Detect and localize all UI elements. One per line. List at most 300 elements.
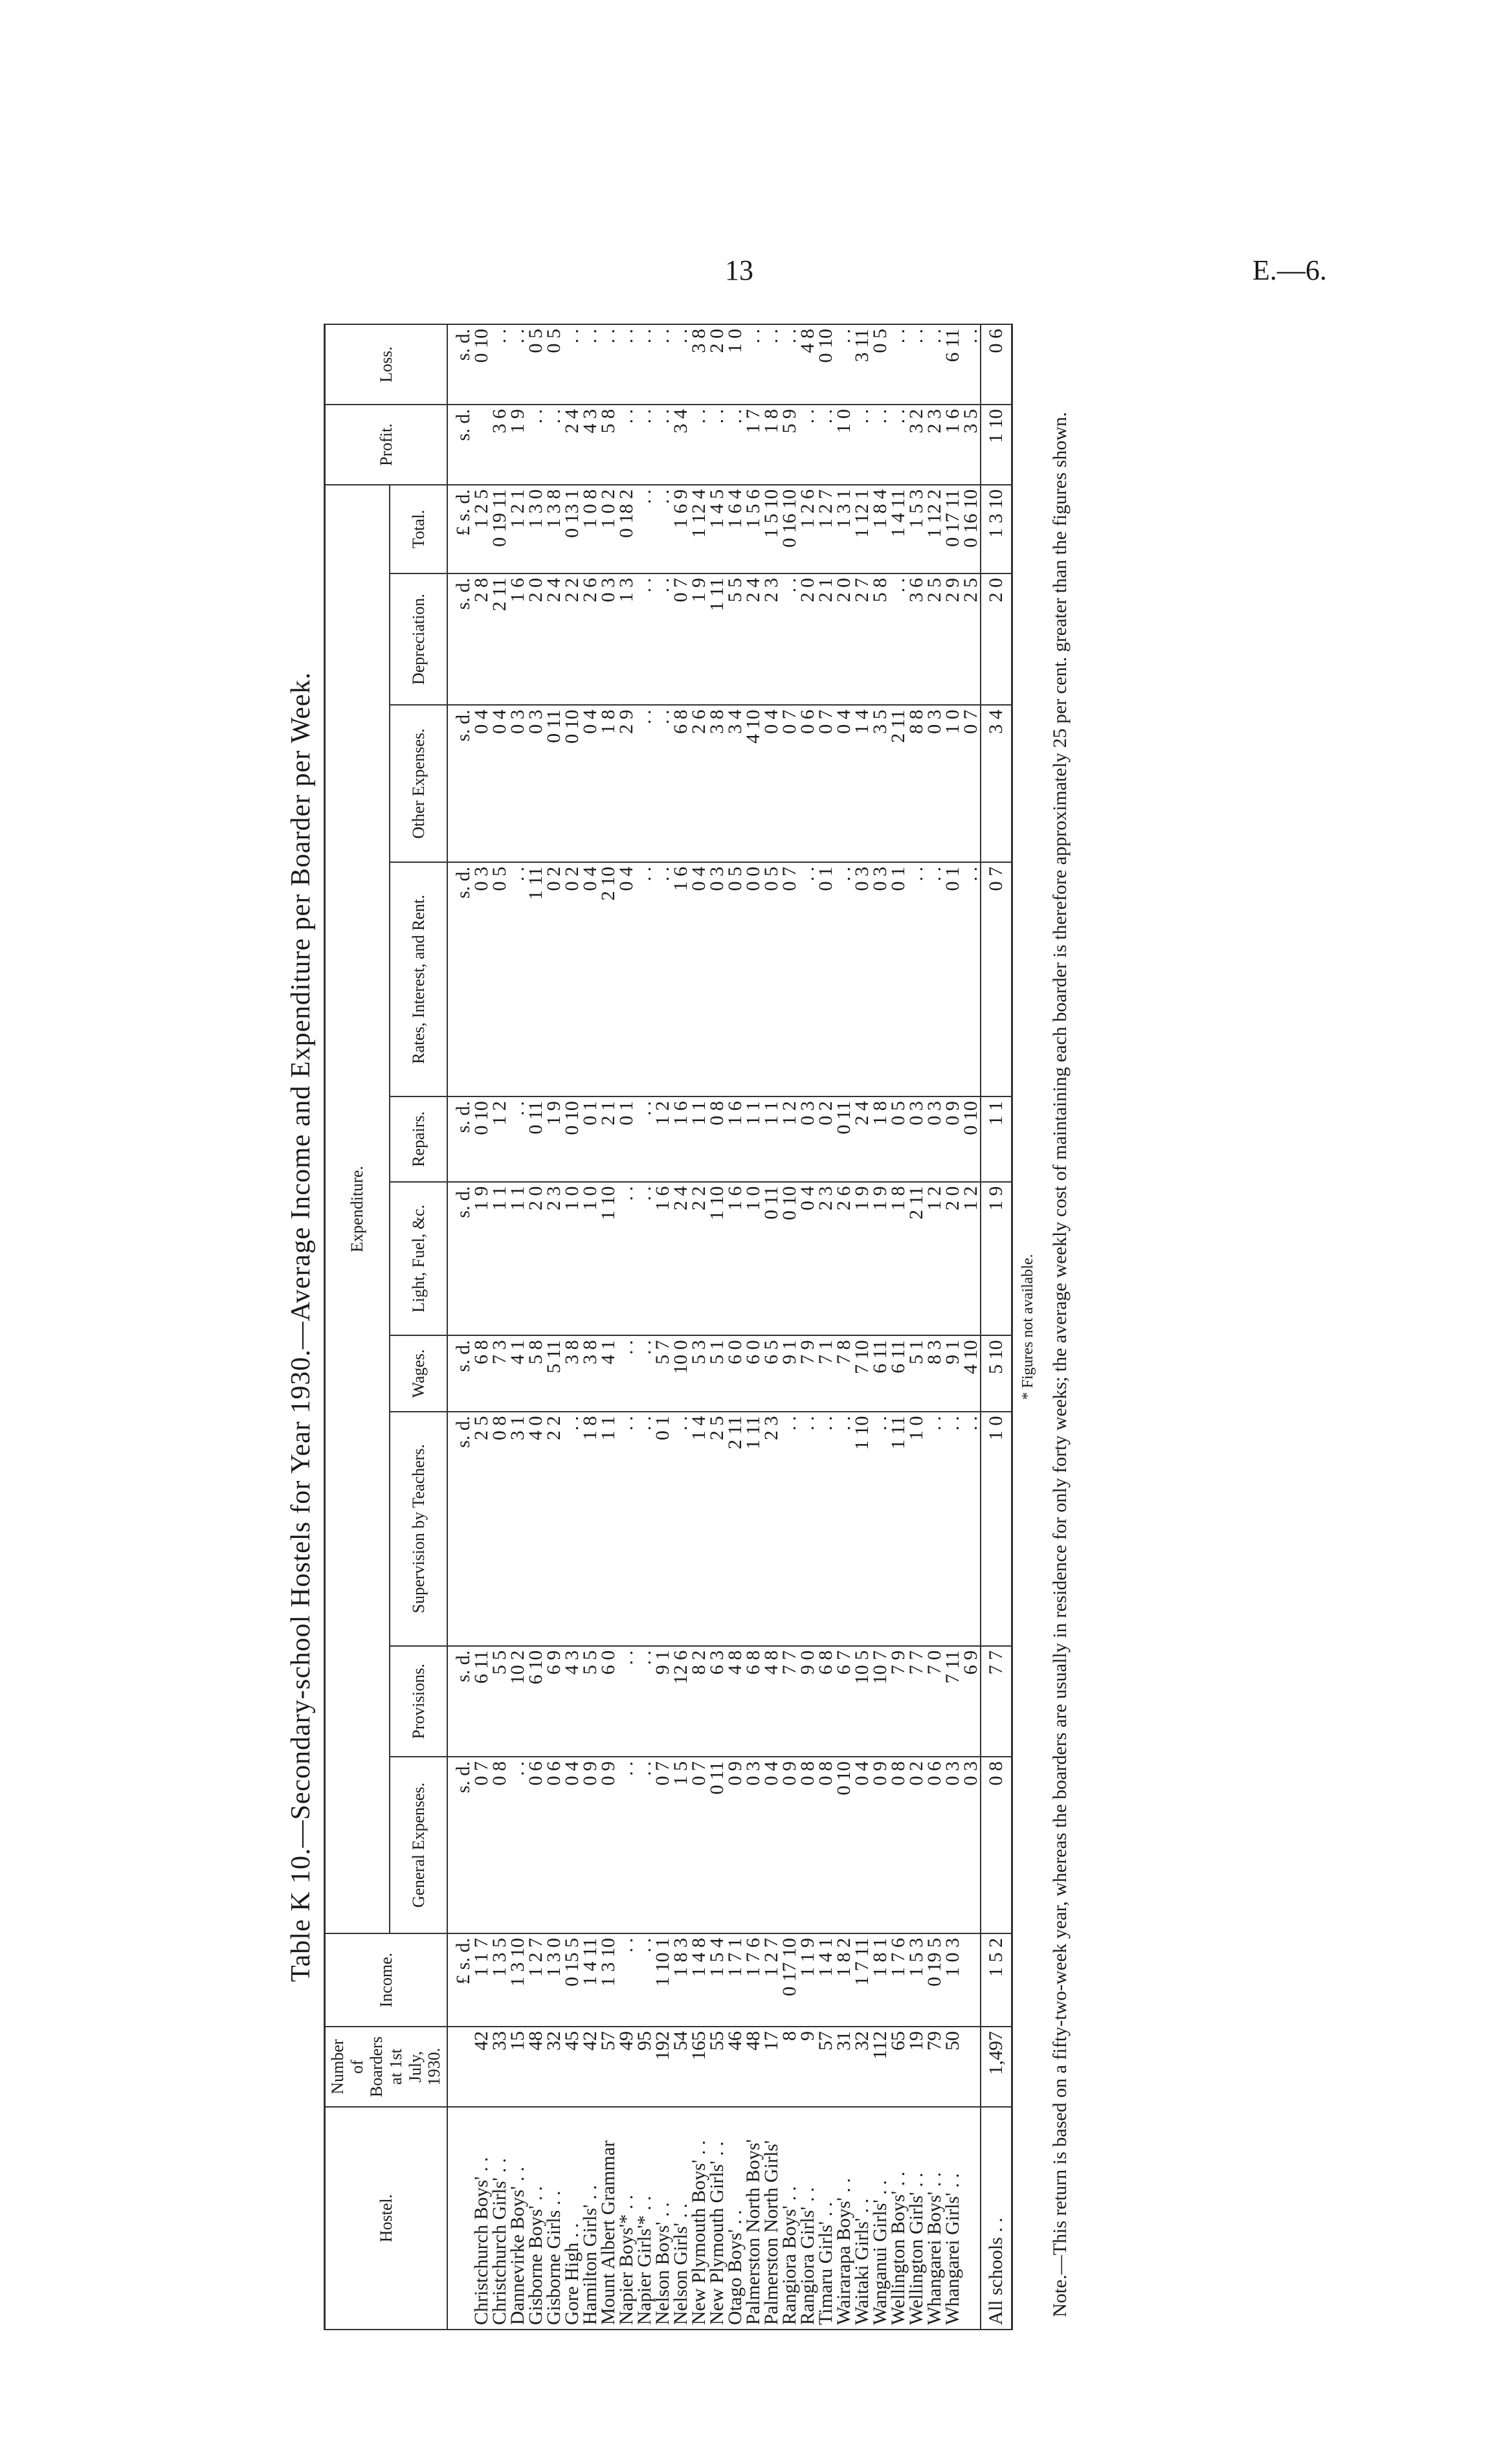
cell-hostel: Rangiora Girls' . . [799, 2107, 817, 2330]
cell-wages: 10 0 [672, 1335, 690, 1411]
cell-total: 1 5 3 [907, 485, 926, 573]
cell-general: 0 8 [491, 1757, 509, 1933]
cell-repairs: 1 1 [981, 1096, 1012, 1181]
cell-wages: 6 5 [762, 1335, 781, 1411]
cell-rates: 2 10 [599, 862, 617, 1096]
cell-boarders: 45 [563, 2027, 581, 2107]
col-rates: Rates, Interest, and Rent. [390, 862, 447, 1096]
cell-other: 0 7 [962, 705, 981, 862]
cell-light: 1 9 [472, 1182, 491, 1336]
cell-supervision: 2 5 [472, 1412, 491, 1646]
table-row [599, 324, 617, 2330]
cell-light: 1 0 [581, 1182, 599, 1336]
cell-other: 2 6 [690, 705, 708, 862]
cell-hostel: Palmerston North Boys' [744, 2107, 762, 2330]
cell-provisions: 6 7 [835, 1646, 853, 1757]
cell-wages: 7 1 [817, 1335, 835, 1411]
cell-total: 0 19 11 [491, 485, 509, 573]
cell-provisions: 7 7 [781, 1646, 799, 1757]
cell-depreciation: 2 4 [744, 573, 762, 706]
cell-depreciation: 2 9 [944, 573, 962, 706]
table-row [690, 324, 708, 2330]
cell-depreciation: 0 3 [599, 573, 617, 706]
cell-profit: 5 9 [781, 405, 799, 485]
cell-total: 1 6 4 [726, 485, 744, 573]
cell-repairs: 0 10 [472, 1096, 491, 1181]
cell-wages: 6 0 [744, 1335, 762, 1411]
cell-wages: 4 10 [962, 1335, 981, 1411]
cell-other: 1 0 [944, 705, 962, 862]
cell-supervision: 1 11 [744, 1412, 762, 1646]
cell-supervision: 2 3 [762, 1412, 781, 1646]
cell-wages: 5 11 [545, 1335, 563, 1411]
cell-total: 1 3 1 [835, 485, 853, 573]
cell-supervision: 3 1 [509, 1412, 527, 1646]
cell-general: 0 2 [907, 1757, 926, 1933]
cell-provisions: 7 11 [944, 1646, 962, 1757]
cell-income [962, 1933, 981, 2027]
unit-rates: s. d. [447, 862, 472, 1096]
table-row [817, 324, 835, 2330]
cell-wages: . . [636, 1335, 654, 1411]
cell-supervision: . . [926, 1412, 944, 1646]
cell-profit: . . [527, 405, 545, 485]
cell-boarders: 32 [853, 2027, 871, 2107]
cell-boarders: 165 [690, 2027, 708, 2107]
cell-supervision: . . [672, 1412, 690, 1646]
cell-light: . . [636, 1182, 654, 1336]
col-income: Income. [325, 1933, 448, 2027]
cell-light: 2 11 [907, 1182, 926, 1336]
cell-rates: . . [654, 862, 672, 1096]
cell-light: 1 0 [563, 1182, 581, 1336]
cell-loss: . . [781, 324, 799, 405]
col-profit: Profit. [325, 405, 448, 485]
cell-hostel: Napier Girls'* . . [636, 2107, 654, 2330]
cell-loss: . . [617, 324, 636, 405]
cell-total: 1 3 8 [545, 485, 563, 573]
cell-profit: . . [654, 405, 672, 485]
cell-income: 1 0 3 [944, 1933, 962, 2027]
cell-total: 1 3 0 [527, 485, 545, 573]
cell-boarders: 79 [926, 2027, 944, 2107]
cell-general: 0 10 [835, 1757, 853, 1933]
table-row [545, 324, 563, 2330]
cell-loss: 0 5 [527, 324, 545, 405]
cell-depreciation: . . [654, 573, 672, 706]
table-row [835, 324, 853, 2330]
cell-provisions: 6 3 [708, 1646, 726, 1757]
cell-repairs: 0 5 [889, 1096, 907, 1181]
cell-depreciation: 5 5 [726, 573, 744, 706]
cell-total: 1 12 1 [853, 485, 871, 573]
unit-light: s. d. [447, 1182, 472, 1336]
cell-repairs: 0 2 [817, 1096, 835, 1181]
cell-general: 0 9 [581, 1757, 599, 1933]
footnote: * Figures not available. [1019, 1254, 1037, 1400]
cell-depreciation: 2 1 [817, 573, 835, 706]
cell-loss: 2 0 [708, 324, 726, 405]
cell-provisions: 5 5 [581, 1646, 599, 1757]
cell-provisions: 7 9 [889, 1646, 907, 1757]
cell-hostel: Timaru Girls' . . [817, 2107, 835, 2330]
cell-provisions: 6 11 [472, 1646, 491, 1757]
cell-other: 0 10 [563, 705, 581, 862]
cell-provisions: . . [617, 1646, 636, 1757]
cell-hostel: Gore High . . [563, 2107, 581, 2330]
cell-other: 3 5 [871, 705, 889, 862]
table-row [563, 324, 581, 2330]
table-row [708, 324, 726, 2330]
cell-repairs: 0 3 [926, 1096, 944, 1181]
cell-provisions: 6 0 [599, 1646, 617, 1757]
cell-light: 2 0 [527, 1182, 545, 1336]
cell-other: 0 3 [926, 705, 944, 862]
table-row [926, 324, 944, 2330]
table-row [617, 324, 636, 2330]
cell-total: 1 5 10 [762, 485, 781, 573]
table-row [853, 324, 871, 2330]
cell-rates: . . [636, 862, 654, 1096]
cell-supervision: 0 8 [491, 1412, 509, 1646]
cell-other: . . [654, 705, 672, 862]
cell-income: 1 3 10 [599, 1933, 617, 2027]
cell-wages: 6 11 [889, 1335, 907, 1411]
col-expenditure: Expenditure. [325, 485, 390, 1933]
cell-total: 1 5 6 [744, 485, 762, 573]
cell-total: 1 0 2 [599, 485, 617, 573]
cell-depreciation: 2 0 [527, 573, 545, 706]
cell-general: 0 6 [545, 1757, 563, 1933]
cell-general: 0 6 [527, 1757, 545, 1933]
cell-loss: 0 5 [871, 324, 889, 405]
cell-supervision: . . [636, 1412, 654, 1646]
col-loss: Loss. [325, 324, 448, 405]
cell-loss: . . [491, 324, 509, 405]
cell-loss: . . [509, 324, 527, 405]
cell-depreciation: 2 4 [545, 573, 563, 706]
cell-supervision: . . [871, 1412, 889, 1646]
hostels-table [324, 324, 1013, 2330]
cell-other: 0 4 [835, 705, 853, 862]
cell-light: 2 6 [835, 1182, 853, 1336]
cell-total: 1 2 1 [509, 485, 527, 573]
cell-depreciation: 2 3 [762, 573, 781, 706]
cell-depreciation: 2 0 [799, 573, 817, 706]
cell-hostel: Otago Boys' . . [726, 2107, 744, 2330]
cell-repairs: 0 10 [563, 1096, 581, 1181]
cell-rates: 1 11 [527, 862, 545, 1096]
cell-other: 1 8 [599, 705, 617, 862]
cell-income: 1 1 9 [799, 1933, 817, 2027]
cell-other: . . [636, 705, 654, 862]
cell-general: 0 4 [762, 1757, 781, 1933]
cell-hostel [962, 2107, 981, 2330]
cell-income: 1 3 0 [545, 1933, 563, 2027]
cell-general: . . [617, 1757, 636, 1933]
cell-total: 1 2 6 [799, 485, 817, 573]
cell-supervision: 2 5 [708, 1412, 726, 1646]
cell-total: 0 16 10 [781, 485, 799, 573]
cell-total: 1 4 11 [889, 485, 907, 573]
cell-other: 0 6 [799, 705, 817, 862]
cell-light: 1 8 [889, 1182, 907, 1336]
cell-supervision: 1 4 [690, 1412, 708, 1646]
cell-wages: 6 11 [871, 1335, 889, 1411]
cell-hostel: Wellington Boys' . . [889, 2107, 907, 2330]
cell-depreciation: . . [636, 573, 654, 706]
section-reference: E.—6. [1252, 254, 1327, 286]
cell-repairs: 1 2 [654, 1096, 672, 1181]
unit-supervision: s. d. [447, 1412, 472, 1646]
cell-repairs: 1 2 [781, 1096, 799, 1181]
cell-wages: 6 0 [726, 1335, 744, 1411]
cell-hostel: Waitaki Girls' . . [853, 2107, 871, 2330]
cell-hostel: New Plymouth Girls' . . [708, 2107, 726, 2330]
cell-rates: 0 3 [853, 862, 871, 1096]
cell-rates: 0 4 [617, 862, 636, 1096]
cell-repairs: . . [636, 1096, 654, 1181]
cell-hostel: All schools . . [981, 2107, 1012, 2330]
cell-loss: . . [889, 324, 907, 405]
cell-depreciation: 0 7 [672, 573, 690, 706]
cell-depreciation: 2 11 [491, 573, 509, 706]
cell-provisions: 4 8 [762, 1646, 781, 1757]
table-row [907, 324, 926, 2330]
cell-supervision: 2 2 [545, 1412, 563, 1646]
cell-rates: 0 4 [581, 862, 599, 1096]
cell-depreciation: 1 6 [509, 573, 527, 706]
cell-provisions: 6 9 [545, 1646, 563, 1757]
cell-wages: 8 3 [926, 1335, 944, 1411]
cell-wages: 5 10 [981, 1335, 1012, 1411]
cell-income: 1 4 1 [817, 1933, 835, 2027]
cell-income: 0 17 10 [781, 1933, 799, 2027]
cell-general: . . [636, 1757, 654, 1933]
cell-other: 4 10 [744, 705, 762, 862]
cell-loss: . . [563, 324, 581, 405]
cell-income: 1 10 1 [654, 1933, 672, 2027]
cell-provisions: 4 3 [563, 1646, 581, 1757]
unit-loss: s. d. [447, 324, 472, 405]
cell-depreciation: 1 3 [617, 573, 636, 706]
cell-repairs: 2 1 [599, 1096, 617, 1181]
cell-boarders: 49 [617, 2027, 636, 2107]
col-light: Light, Fuel, &c. [390, 1182, 447, 1336]
cell-light: 0 4 [799, 1182, 817, 1336]
cell-general: . . [509, 1757, 527, 1933]
col-wages: Wages. [390, 1335, 447, 1411]
cell-hostel: Nelson Girls' . . [672, 2107, 690, 2330]
cell-profit: . . [708, 405, 726, 485]
col-other: Other Expenses. [390, 705, 447, 862]
cell-repairs: 1 8 [871, 1096, 889, 1181]
cell-total: 0 13 1 [563, 485, 581, 573]
cell-rates: 0 7 [981, 862, 1012, 1096]
cell-income: 1 7 1 [726, 1933, 744, 2027]
cell-light: 0 11 [762, 1182, 781, 1336]
table-row [962, 324, 981, 2330]
cell-total: 0 16 10 [962, 485, 981, 573]
cell-income: 1 5 2 [981, 1933, 1012, 2027]
cell-supervision: . . [563, 1412, 581, 1646]
cell-rates: . . [907, 862, 926, 1096]
cell-profit: 1 6 [944, 405, 962, 485]
col-boarders: Number of Boarders at 1st July, 1930. [325, 2027, 448, 2107]
cell-provisions: 6 8 [817, 1646, 835, 1757]
cell-repairs: 0 10 [962, 1096, 981, 1181]
cell-general: 0 3 [944, 1757, 962, 1933]
cell-boarders: 17 [762, 2027, 781, 2107]
cell-provisions: 6 10 [527, 1646, 545, 1757]
cell-rates: 0 4 [690, 862, 708, 1096]
cell-rates: . . [926, 862, 944, 1096]
cell-light: 1 6 [654, 1182, 672, 1336]
cell-rates: 0 1 [944, 862, 962, 1096]
cell-income: 0 19 5 [926, 1933, 944, 2027]
cell-loss: . . [907, 324, 926, 405]
cell-general: 0 3 [744, 1757, 762, 1933]
table-row [672, 324, 690, 2330]
unit-income: £ s. d. [447, 1933, 472, 2027]
cell-rates: 0 5 [726, 862, 744, 1096]
cell-repairs: 0 3 [799, 1096, 817, 1181]
cell-light: 1 9 [981, 1182, 1012, 1336]
table-row [871, 324, 889, 2330]
cell-boarders: 31 [835, 2027, 853, 2107]
cell-profit: 3 4 [672, 405, 690, 485]
cell-wages: 9 1 [781, 1335, 799, 1411]
cell-provisions: 6 9 [962, 1646, 981, 1757]
cell-hostel: Wanganui Girls' . . [871, 2107, 889, 2330]
cell-provisions: 10 2 [509, 1646, 527, 1757]
col-provisions: Provisions. [390, 1646, 447, 1757]
cell-boarders: 112 [871, 2027, 889, 2107]
cell-light: 2 2 [690, 1182, 708, 1336]
cell-other: 8 8 [907, 705, 926, 862]
cell-profit: . . [871, 405, 889, 485]
cell-total: 1 2 5 [472, 485, 491, 573]
cell-boarders: 65 [889, 2027, 907, 2107]
cell-provisions: 5 5 [491, 1646, 509, 1757]
cell-income: 1 3 10 [509, 1933, 527, 2027]
cell-light: . . [617, 1182, 636, 1336]
cell-wages: 7 9 [799, 1335, 817, 1411]
cell-supervision: 1 11 [889, 1412, 907, 1646]
cell-total: 1 6 9 [672, 485, 690, 573]
cell-other: 3 4 [981, 705, 1012, 862]
cell-profit [472, 405, 491, 485]
cell-loss: . . [636, 324, 654, 405]
cell-other: 0 4 [491, 705, 509, 862]
cell-general: 0 9 [599, 1757, 617, 1933]
unit-repairs: s. d. [447, 1096, 472, 1181]
cell-rates: 0 7 [781, 862, 799, 1096]
cell-other: 0 4 [472, 705, 491, 862]
cell-wages: 5 1 [907, 1335, 926, 1411]
cell-provisions: 7 7 [907, 1646, 926, 1757]
cell-wages: . . [617, 1335, 636, 1411]
cell-profit: . . [817, 405, 835, 485]
cell-repairs: 2 4 [853, 1096, 871, 1181]
cell-hostel: Dannevirke Boys' . . [509, 2107, 527, 2330]
cell-general: 0 7 [654, 1757, 672, 1933]
table-row [527, 324, 545, 2330]
cell-repairs: 0 1 [617, 1096, 636, 1181]
cell-hostel: Napier Boys'* . . [617, 2107, 636, 2330]
cell-income: . . [617, 1933, 636, 2027]
cell-profit: 1 9 [509, 405, 527, 485]
cell-wages: 3 8 [581, 1335, 599, 1411]
cell-repairs: 0 1 [581, 1096, 599, 1181]
cell-loss: 0 10 [472, 324, 491, 405]
cell-provisions: 4 8 [726, 1646, 744, 1757]
cell-rates: 0 1 [817, 862, 835, 1096]
cell-income: 1 2 7 [527, 1933, 545, 2027]
cell-profit: . . [545, 405, 563, 485]
cell-loss: 0 10 [817, 324, 835, 405]
cell-hostel: Gisborne Boys' . . [527, 2107, 545, 2330]
cell-boarders [962, 2027, 981, 2107]
cell-depreciation: 2 0 [981, 573, 1012, 706]
cell-repairs: . . [509, 1096, 527, 1181]
cell-boarders: 1,497 [981, 2027, 1012, 2107]
cell-loss: . . [962, 324, 981, 405]
cell-loss: 4 8 [799, 324, 817, 405]
cell-hostel: Wairarapa Boys' . . [835, 2107, 853, 2330]
table-row [636, 324, 654, 2330]
cell-loss: . . [672, 324, 690, 405]
cell-total: 0 18 2 [617, 485, 636, 573]
cell-depreciation: 2 5 [926, 573, 944, 706]
cell-light: 1 10 [708, 1182, 726, 1336]
cell-income: 1 7 11 [853, 1933, 871, 2027]
cell-general: 0 7 [472, 1757, 491, 1933]
cell-boarders: 42 [581, 2027, 599, 2107]
cell-provisions: 7 0 [926, 1646, 944, 1757]
cell-light: 1 9 [853, 1182, 871, 1336]
cell-repairs: 0 11 [835, 1096, 853, 1181]
cell-light: 1 2 [962, 1182, 981, 1336]
cell-profit: . . [889, 405, 907, 485]
cell-boarders: 48 [527, 2027, 545, 2107]
cell-profit: 3 6 [491, 405, 509, 485]
cell-wages: 5 1 [708, 1335, 726, 1411]
table-row [509, 324, 527, 2330]
cell-general: 1 5 [672, 1757, 690, 1933]
cell-total: 1 12 2 [926, 485, 944, 573]
cell-loss: 3 8 [690, 324, 708, 405]
cell-profit: . . [799, 405, 817, 485]
cell-supervision: 1 10 [853, 1412, 871, 1646]
cell-rates: 0 1 [889, 862, 907, 1096]
cell-light: 2 3 [817, 1182, 835, 1336]
cell-provisions: 7 7 [981, 1646, 1012, 1757]
cell-other: 0 3 [527, 705, 545, 862]
cell-income: 1 3 5 [491, 1933, 509, 2027]
table-row [762, 324, 781, 2330]
cell-light: 2 4 [672, 1182, 690, 1336]
cell-provisions: 6 8 [744, 1646, 762, 1757]
cell-wages: 6 8 [472, 1335, 491, 1411]
cell-profit: 2 4 [563, 405, 581, 485]
cell-general: 0 3 [962, 1757, 981, 1933]
table-note: Note.—This return is based on a fifty-two-week year, whereas the boarders are usually in residence for only forty weeks; the average weekly cost of maintaining each boarder is therefore approximately 25 per cent. greater than the figures shown. [1049, 412, 1071, 2317]
cell-other: 0 11 [545, 705, 563, 862]
cell-boarders: 33 [491, 2027, 509, 2107]
units-row [447, 324, 472, 2330]
cell-rates: 0 2 [545, 862, 563, 1096]
